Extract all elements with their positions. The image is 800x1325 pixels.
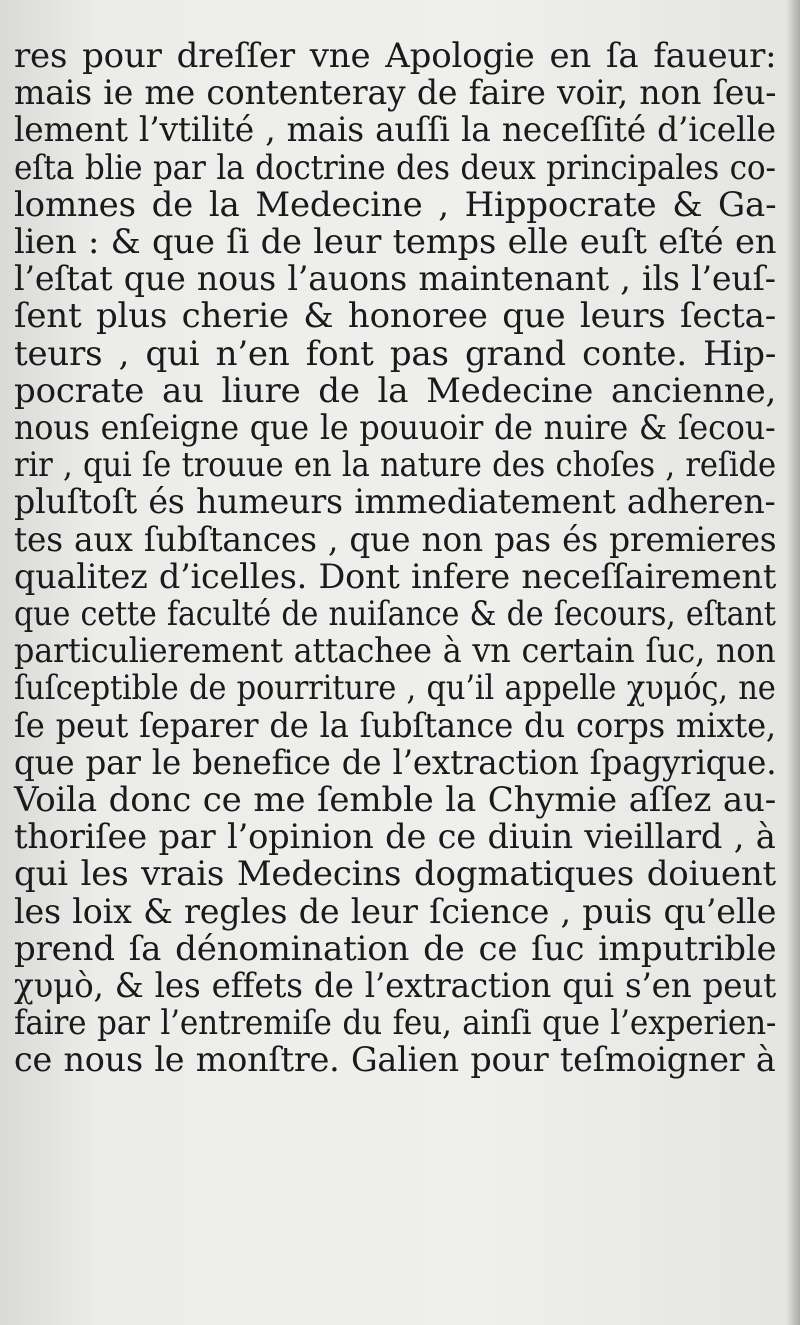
text-line: particulierement attachee à vn certain ſuc, non: [14, 631, 776, 672]
text-line: que cette faculté de nuiſance & de ſecours, eſtant: [14, 594, 776, 635]
text-line: l’eſtat que nous l’auons maintenant , ils l’euſ-: [14, 259, 776, 300]
text-line: teurs , qui n’en font pas grand conte. Hip-: [14, 333, 777, 374]
text-line: ce nous le monſtre. Galien pour teſmoigner à: [14, 1040, 776, 1081]
text-line: lien : & que ſi de leur temps elle euſt eſté en: [14, 222, 777, 263]
text-line: les loix & regles de leur ſcience , puis qu’elle: [14, 891, 777, 932]
text-line: lement l’vtilité , mais auſſi la neceſſité d’icelle: [14, 110, 776, 151]
text-line: tes aux ſubſtances , que non pas és premieres: [14, 519, 777, 560]
page-edge-shadow: [786, 0, 800, 1325]
text-line: ſuſceptible de pourriture , qu’il appelle χυμός, ne: [14, 668, 776, 709]
text-line: mais ie me contenteray de faire voir, non ſeu-: [14, 73, 777, 114]
text-line: lomnes de la Medecine , Hippocrate & Ga-: [14, 184, 777, 225]
text-line: qui les vrais Medecins dogmatiques doiuent: [14, 854, 776, 895]
text-line: qualitez d’icelles. Dont infere neceſſairement: [14, 556, 777, 597]
text-line: ſent plus cherie & honoree que leurs ſecta-: [14, 296, 776, 337]
text-line: Voila donc ce me ſemble la Chymie aſſez au-: [14, 780, 776, 821]
text-line: thoriſee par l’opinion de ce diuin vieillard , à: [14, 817, 776, 858]
text-line: prend ſa dénomination de ce ſuc imputrible: [14, 928, 777, 969]
text-line: rir , qui ſe trouue en la nature des choſes , reſide: [14, 445, 776, 486]
text-line: que par le benefice de l’extraction ſpagyrique.: [14, 742, 777, 783]
text-line: ſe peut ſeparer de la ſubſtance du corps mixte,: [14, 705, 776, 746]
text-line: nous enſeigne que le pouuoir de nuire & ſecou-: [14, 408, 776, 449]
body-text: [14, 38, 776, 1080]
text-line: faire par l’entremiſe du feu, ainſi que l’experien-: [14, 1003, 777, 1044]
text-line: χυμὸ, & les effets de l’extraction qui s’en peut: [14, 966, 777, 1007]
text-line: eſta blie par la doctrine des deux principales co-: [14, 147, 776, 188]
text-line: pluſtoſt és humeurs immediatement adheren-: [14, 482, 776, 523]
text-line: pocrate au liure de la Medecine ancienne,: [14, 370, 777, 411]
text-line: res pour dreſſer vne Apologie en ſa faueur:: [14, 36, 777, 76]
